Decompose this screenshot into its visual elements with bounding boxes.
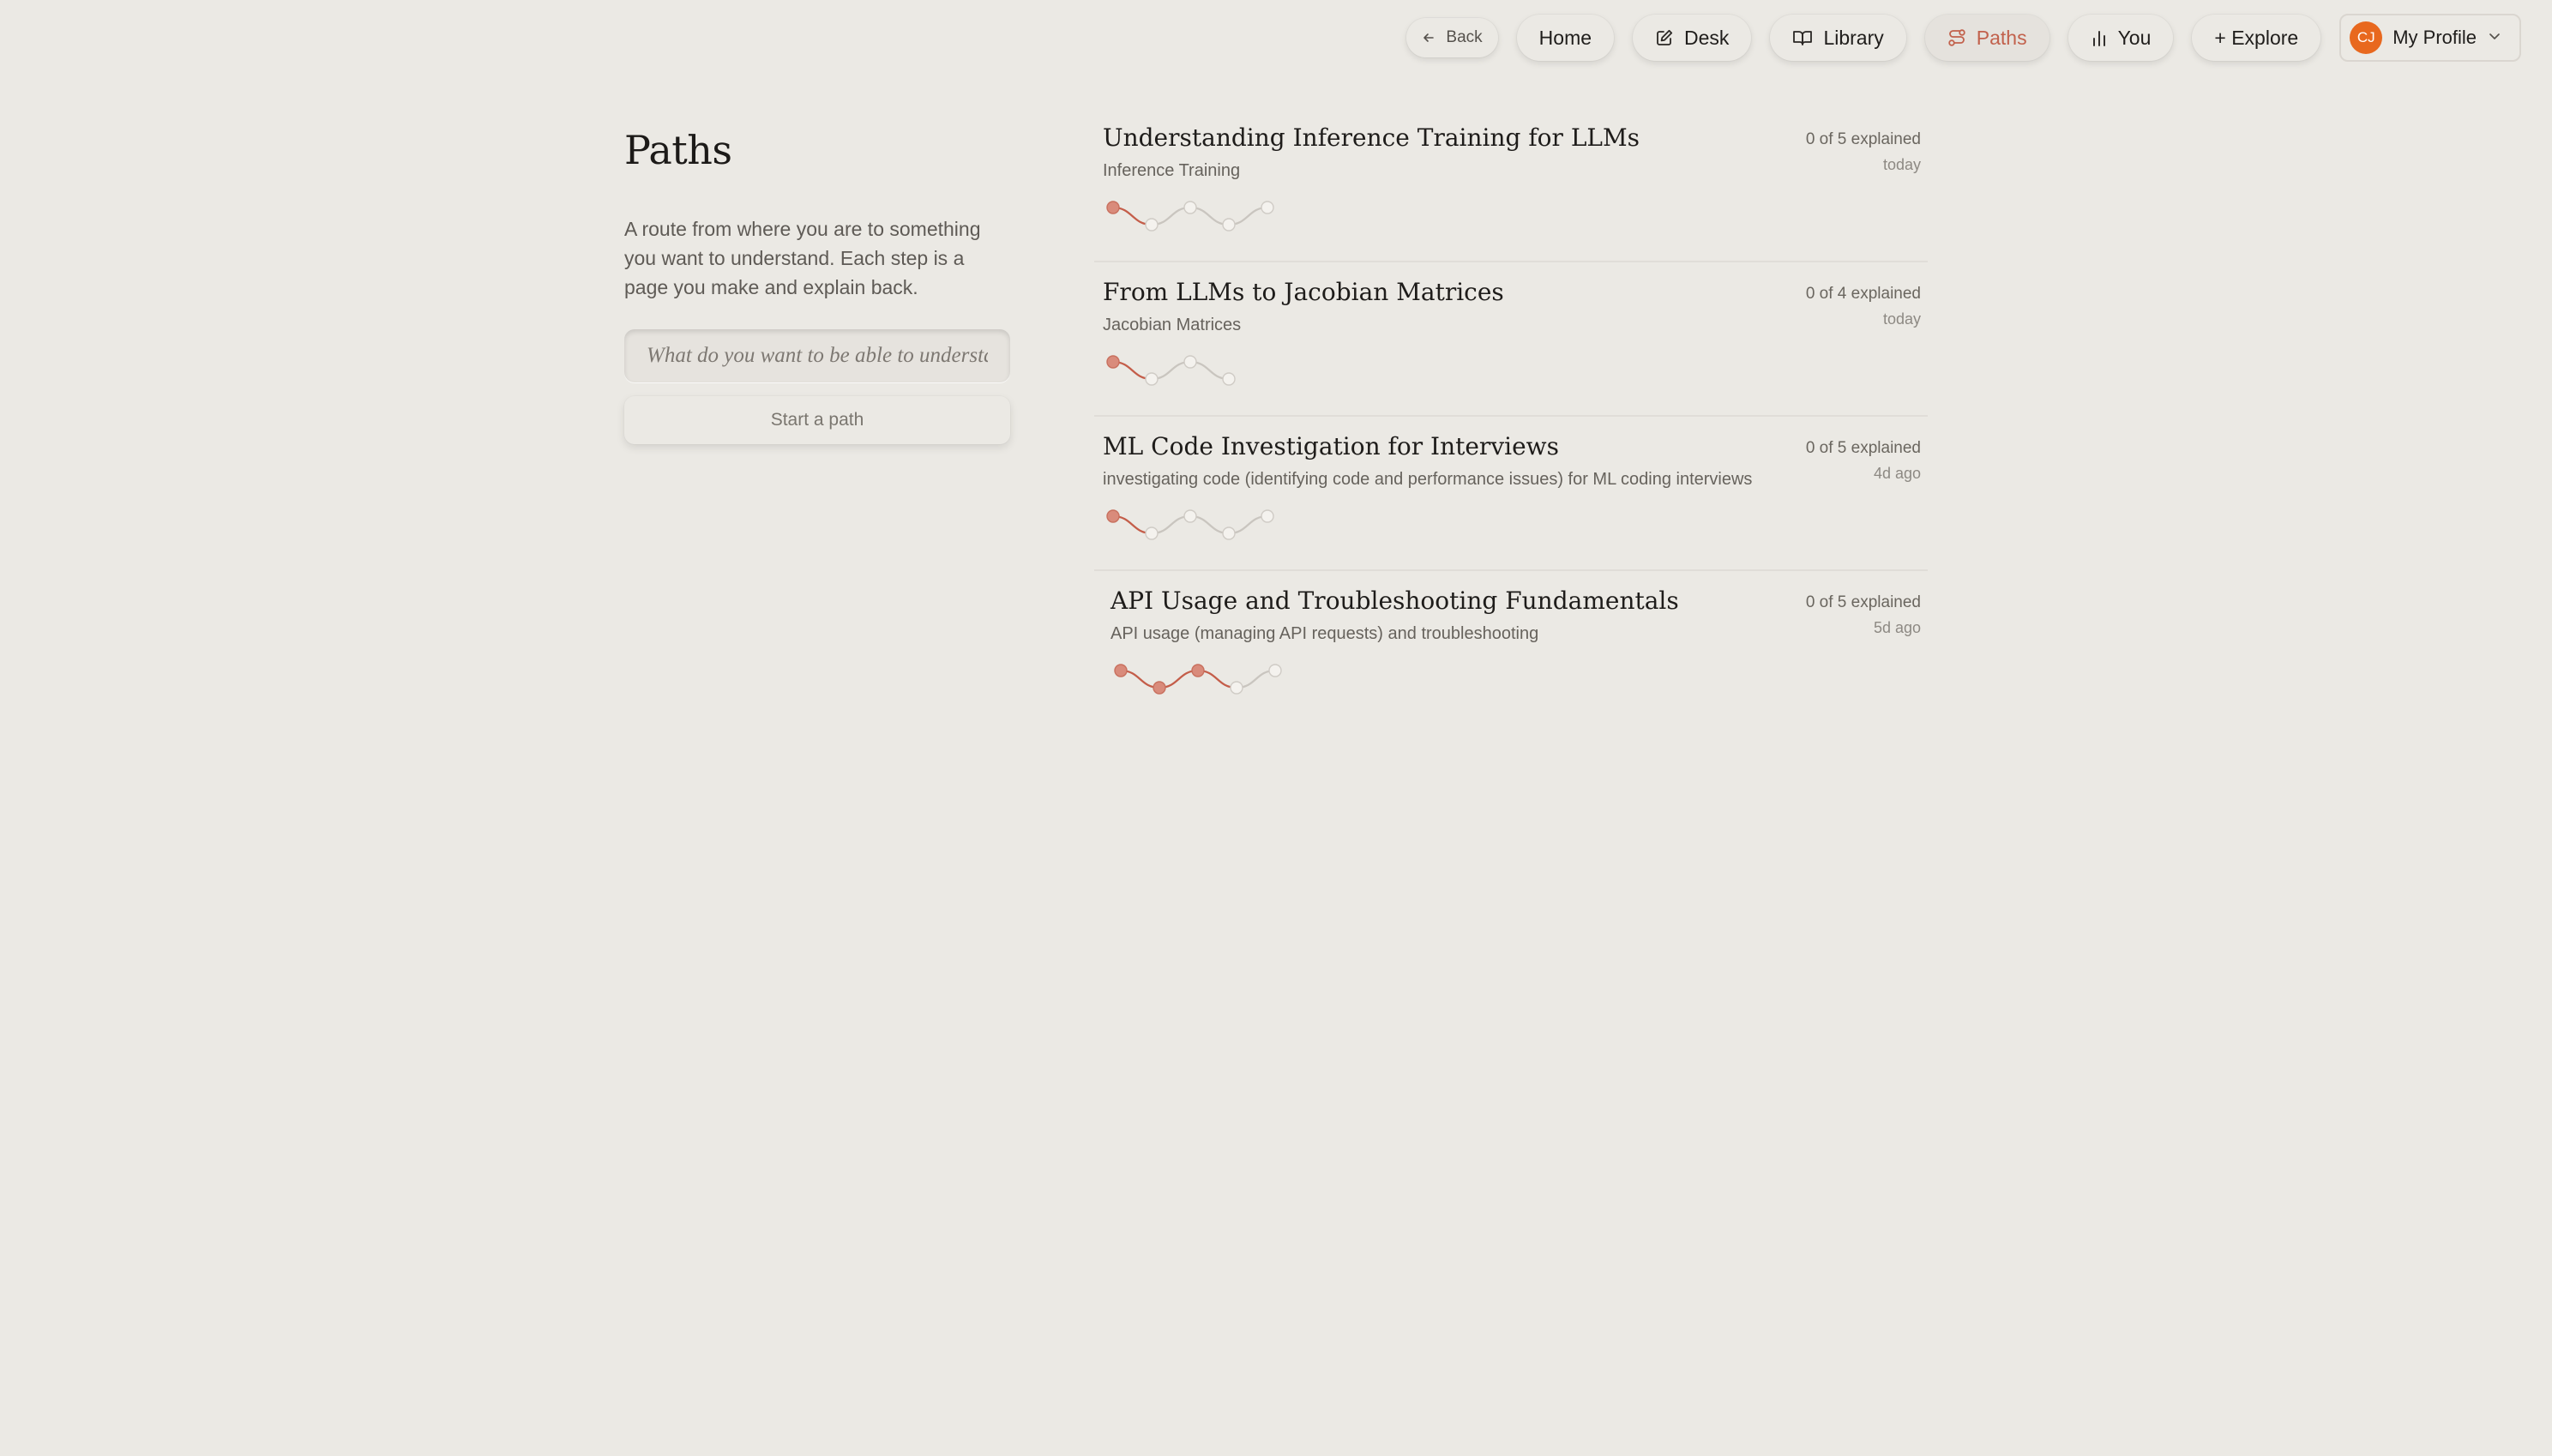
bar-chart-icon [2091,28,2108,47]
profile-menu[interactable] [2339,14,2521,62]
step-node [1107,202,1119,214]
avatar: CJ [2350,21,2382,54]
chevron-down-icon [2487,27,2502,49]
path-list [1094,108,1928,725]
path-subtitle: investigating code (identifying code and performance issues) for ML coding interviews [1103,470,1753,489]
path-date: today [1882,310,1921,328]
back-label: Back [1446,28,1483,46]
intro-panel [624,127,1010,444]
path-item[interactable] [1094,108,1928,262]
paths-label: Paths [1976,26,2027,49]
path-date: today [1882,156,1921,173]
step-node [1223,219,1235,231]
goal-input[interactable] [624,329,1010,382]
path-date: 5d ago [1873,619,1921,636]
step-trail [1110,660,1316,703]
step-node [1146,527,1158,539]
nav-paths[interactable] [1925,15,2049,61]
step-node [1261,202,1273,214]
step-trail [1103,352,1309,394]
edit-icon [1655,28,1674,47]
step-trail [1103,197,1309,240]
page-title: Paths [624,127,732,173]
path-progress: 0 of 5 explained [1805,130,1921,148]
profile-label: My Profile [2392,27,2477,48]
step-node [1107,356,1119,368]
top-nav [1406,14,2521,62]
step-node [1153,682,1165,694]
step-node [1269,665,1281,677]
step-node [1146,373,1158,385]
nav-you[interactable] [2068,15,2174,61]
nav-library[interactable] [1770,15,1905,61]
path-item[interactable] [1094,262,1928,417]
path-title: API Usage and Troubleshooting Fundamentals [1110,587,1679,615]
explore-label: + Explore [2214,26,2299,49]
page-intro: A route from where you are to something you want to understand. Each step is a page you make and explain back. [624,218,981,298]
path-subtitle: Inference Training [1103,161,1241,180]
step-node [1231,682,1243,694]
step-node [1146,219,1158,231]
nav-home[interactable] [1517,15,1614,61]
route-icon [1947,28,1966,47]
start-path-button[interactable]: Start a path [624,396,1010,444]
step-node [1223,527,1235,539]
nav-explore[interactable] [2192,15,2320,61]
step-node [1184,202,1196,214]
step-node [1115,665,1127,677]
path-progress: 0 of 5 explained [1805,439,1921,457]
path-title: From LLMs to Jacobian Matrices [1103,278,1504,306]
step-node [1192,665,1204,677]
step-node [1184,510,1196,522]
step-node [1184,356,1196,368]
path-subtitle: API usage (managing API requests) and troubleshooting [1110,624,1539,643]
step-node [1261,510,1273,522]
step-trail [1103,506,1309,549]
nav-desk[interactable] [1633,15,1751,61]
path-item[interactable] [1094,571,1928,725]
step-node [1107,510,1119,522]
step-node [1223,373,1235,385]
path-progress: 0 of 5 explained [1805,593,1921,611]
path-progress: 0 of 4 explained [1805,285,1921,303]
book-open-icon [1792,28,1813,47]
path-title: ML Code Investigation for Interviews [1103,432,1559,460]
home-label: Home [1538,26,1592,49]
path-item[interactable] [1094,417,1928,571]
path-title: Understanding Inference Training for LLMs [1103,123,1640,152]
path-date: 4d ago [1873,465,1921,482]
desk-label: Desk [1684,26,1730,49]
you-label: You [2117,26,2152,49]
arrow-left-icon [1422,31,1436,45]
path-subtitle: Jacobian Matrices [1103,316,1242,334]
back-button[interactable] [1406,18,1497,57]
library-label: Library [1823,26,1884,49]
